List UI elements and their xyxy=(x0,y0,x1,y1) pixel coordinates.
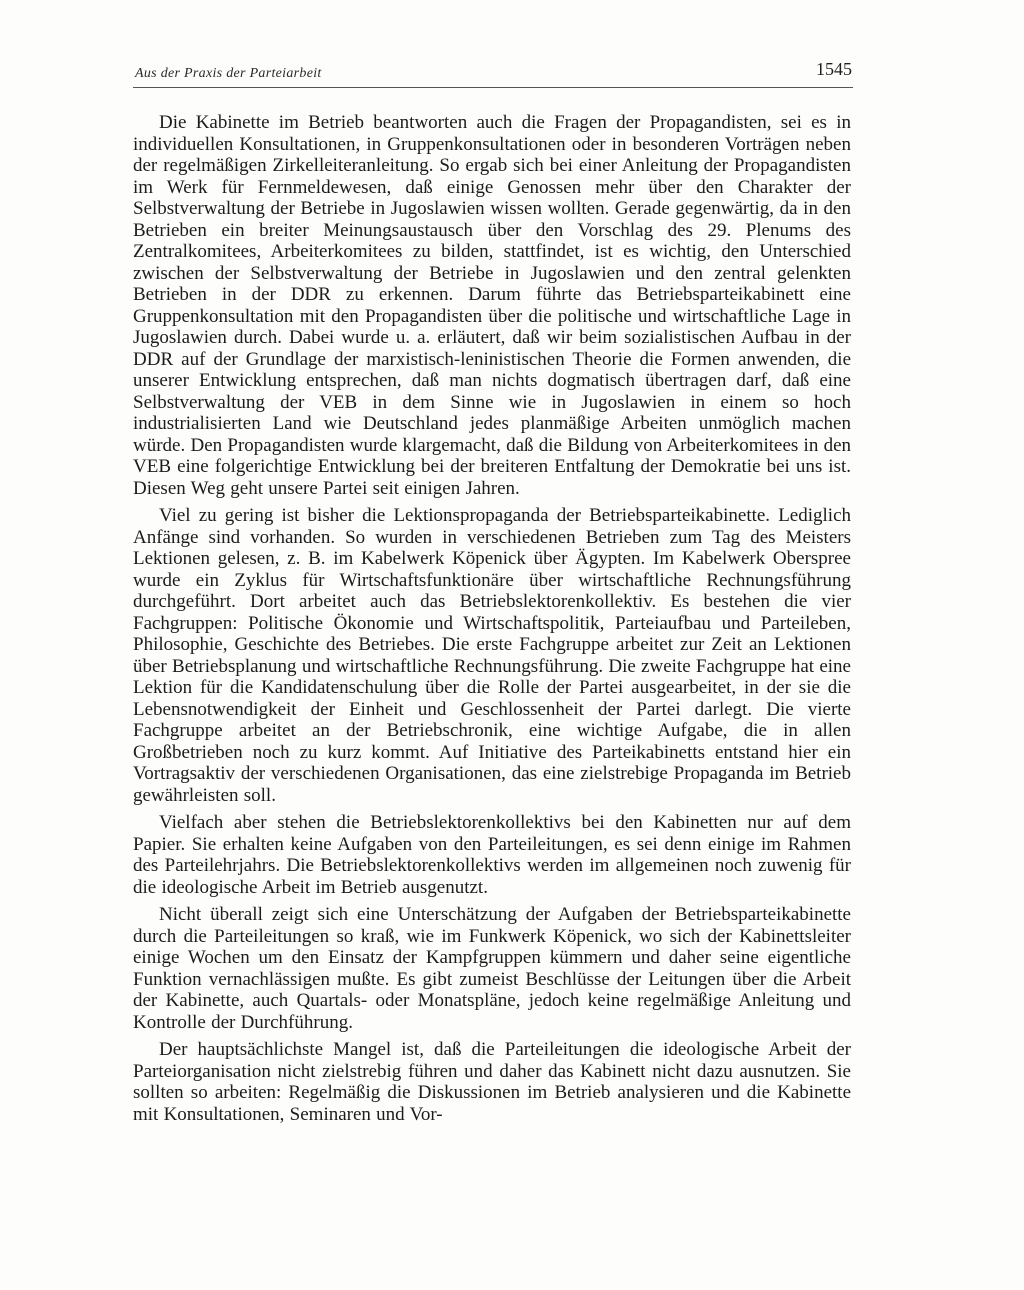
paragraph: Nicht überall zeigt sich eine Unterschätzung der Aufgaben der Betriebsparteikabinette durch die Parteileitungen so kraß, wie im Funkwerk Köpenick, wo sich der Kabinettsleiter einige Wochen um den Einsatz der Kampfgruppen kümmern und daher seine eigentliche Funktion vernachlässigen mußte. Es gibt zumeist Beschlüsse der Leitungen über die Arbeit der Kabinette, auch Quartals- oder Monatspläne, jedoch keine regelmäßige Anleitung und Kontrolle der Durchführung. xyxy=(133,904,851,1033)
body-text xyxy=(133,112,851,1131)
running-head: Aus der Praxis der Parteiarbeit xyxy=(135,66,322,81)
paragraph: Vielfach aber stehen die Betriebslektorenkollektivs bei den Kabinetten nur auf dem Papier. Sie erhalten keine Aufgaben von den Parteileitungen, es sei denn einige im Rahmen des Parteilehrjahrs. Die Betriebslektorenkollektivs werden im allgemeinen noch zuwenig für die ideologische Arbeit im Betrieb ausgenutzt. xyxy=(133,812,851,898)
paragraph: Viel zu gering ist bisher die Lektionspropaganda der Betriebsparteikabinette. Lediglich Anfänge sind vorhanden. So wurden in verschiedenen Betrieben zum Tag des Meisters Lektionen gelesen, z. B. im Kabelwerk Köpenick über Ägypten. Im Kabelwerk Oberspree wurde ein Zyklus für Wirtschaftsfunktionäre über wirtschaftliche Rechnungsführung durchgeführt. Dort arbeitet auch das Betriebslektorenkollektiv. Es bestehen die vier Fachgruppen: Politische Ökonomie und Wirtschaftspolitik, Parteiaufbau und Parteileben, Philosophie, Geschichte des Betriebes. Die erste Fachgruppe arbeitet zur Zeit an Lektionen über Betriebsplanung und wirtschaftliche Rechnungsführung. Die zweite Fachgruppe hat eine Lektion für die Kandidatenschulung über die Rolle der Partei ausgearbeitet, in der sie die Lebensnotwendigkeit der Einheit und Geschlossenheit der Partei darlegt. Die vierte Fachgruppe arbeitet an der Betriebschronik, eine wichtige Aufgabe, die in allen Großbetrieben noch zu kurz kommt. Auf Initiative des Parteikabinetts entstand hier ein Vortragsaktiv der verschiedenen Organisationen, das eine zielstrebige Propaganda im Betrieb gewährleisten soll. xyxy=(133,505,851,806)
paragraph: Der hauptsächlichste Mangel ist, daß die Parteileitungen die ideologische Arbeit der Parteiorganisation nicht zielstrebig führen und daher das Kabinett nicht dazu ausnutzen. Sie sollten so arbeiten: Regelmäßig die Diskussionen im Betrieb analysieren und die Kabinette mit Konsultationen, Seminaren und Vor- xyxy=(133,1039,851,1125)
paragraph: Die Kabinette im Betrieb beantworten auch die Fragen der Propagandisten, sei es in individuellen Konsultationen, in Gruppenkonsultationen oder in besonderen Vorträgen neben der regelmäßigen Zirkelleiteranleitung. So ergab sich bei einer Anleitung der Propagandisten im Werk für Fernmeldewesen, daß einige Genossen mehr über den Charakter der Selbstverwaltung der Betriebe in Jugoslawien wissen wollten. Gerade gegenwärtig, da in den Betrieben ein breiter Meinungsaustausch über den Vorschlag des 29. Plenums des Zentralkomitees, Arbeiterkomitees zu bilden, stattfindet, ist es wichtig, den Unterschied zwischen der Selbstverwaltung der Betriebe in Jugoslawien und den zentral gelenkten Betrieben in der DDR zu erkennen. Darum führte das Betriebsparteikabinett eine Gruppenkonsultation mit den Propagandisten über die politische und wirtschaftliche Lage in Jugoslawien durch. Dabei wurde u. a. erläutert, daß wir beim sozialistischen Aufbau in der DDR auf der Grundlage der marxistisch-leninistischen Theorie die Formen anwenden, die unserer Entwicklung entsprechen, daß man nichts dogmatisch übertragen darf, daß eine Selbstverwaltung der VEB in dem Sinne wie in Jugoslawien in einem so hoch industrialisierten Land wie Deutschland jedes planmäßige Arbeiten unmöglich machen würde. Den Propagandisten wurde klargemacht, daß die Bildung von Arbeiterkomitees in den VEB eine folgerichtige Entwicklung bei der breiteren Entfaltung der Demokratie bei uns ist. Diesen Weg geht unsere Partei seit einigen Jahren. xyxy=(133,112,851,499)
page-number: 1545 xyxy=(816,59,852,79)
header-rule xyxy=(133,87,853,88)
